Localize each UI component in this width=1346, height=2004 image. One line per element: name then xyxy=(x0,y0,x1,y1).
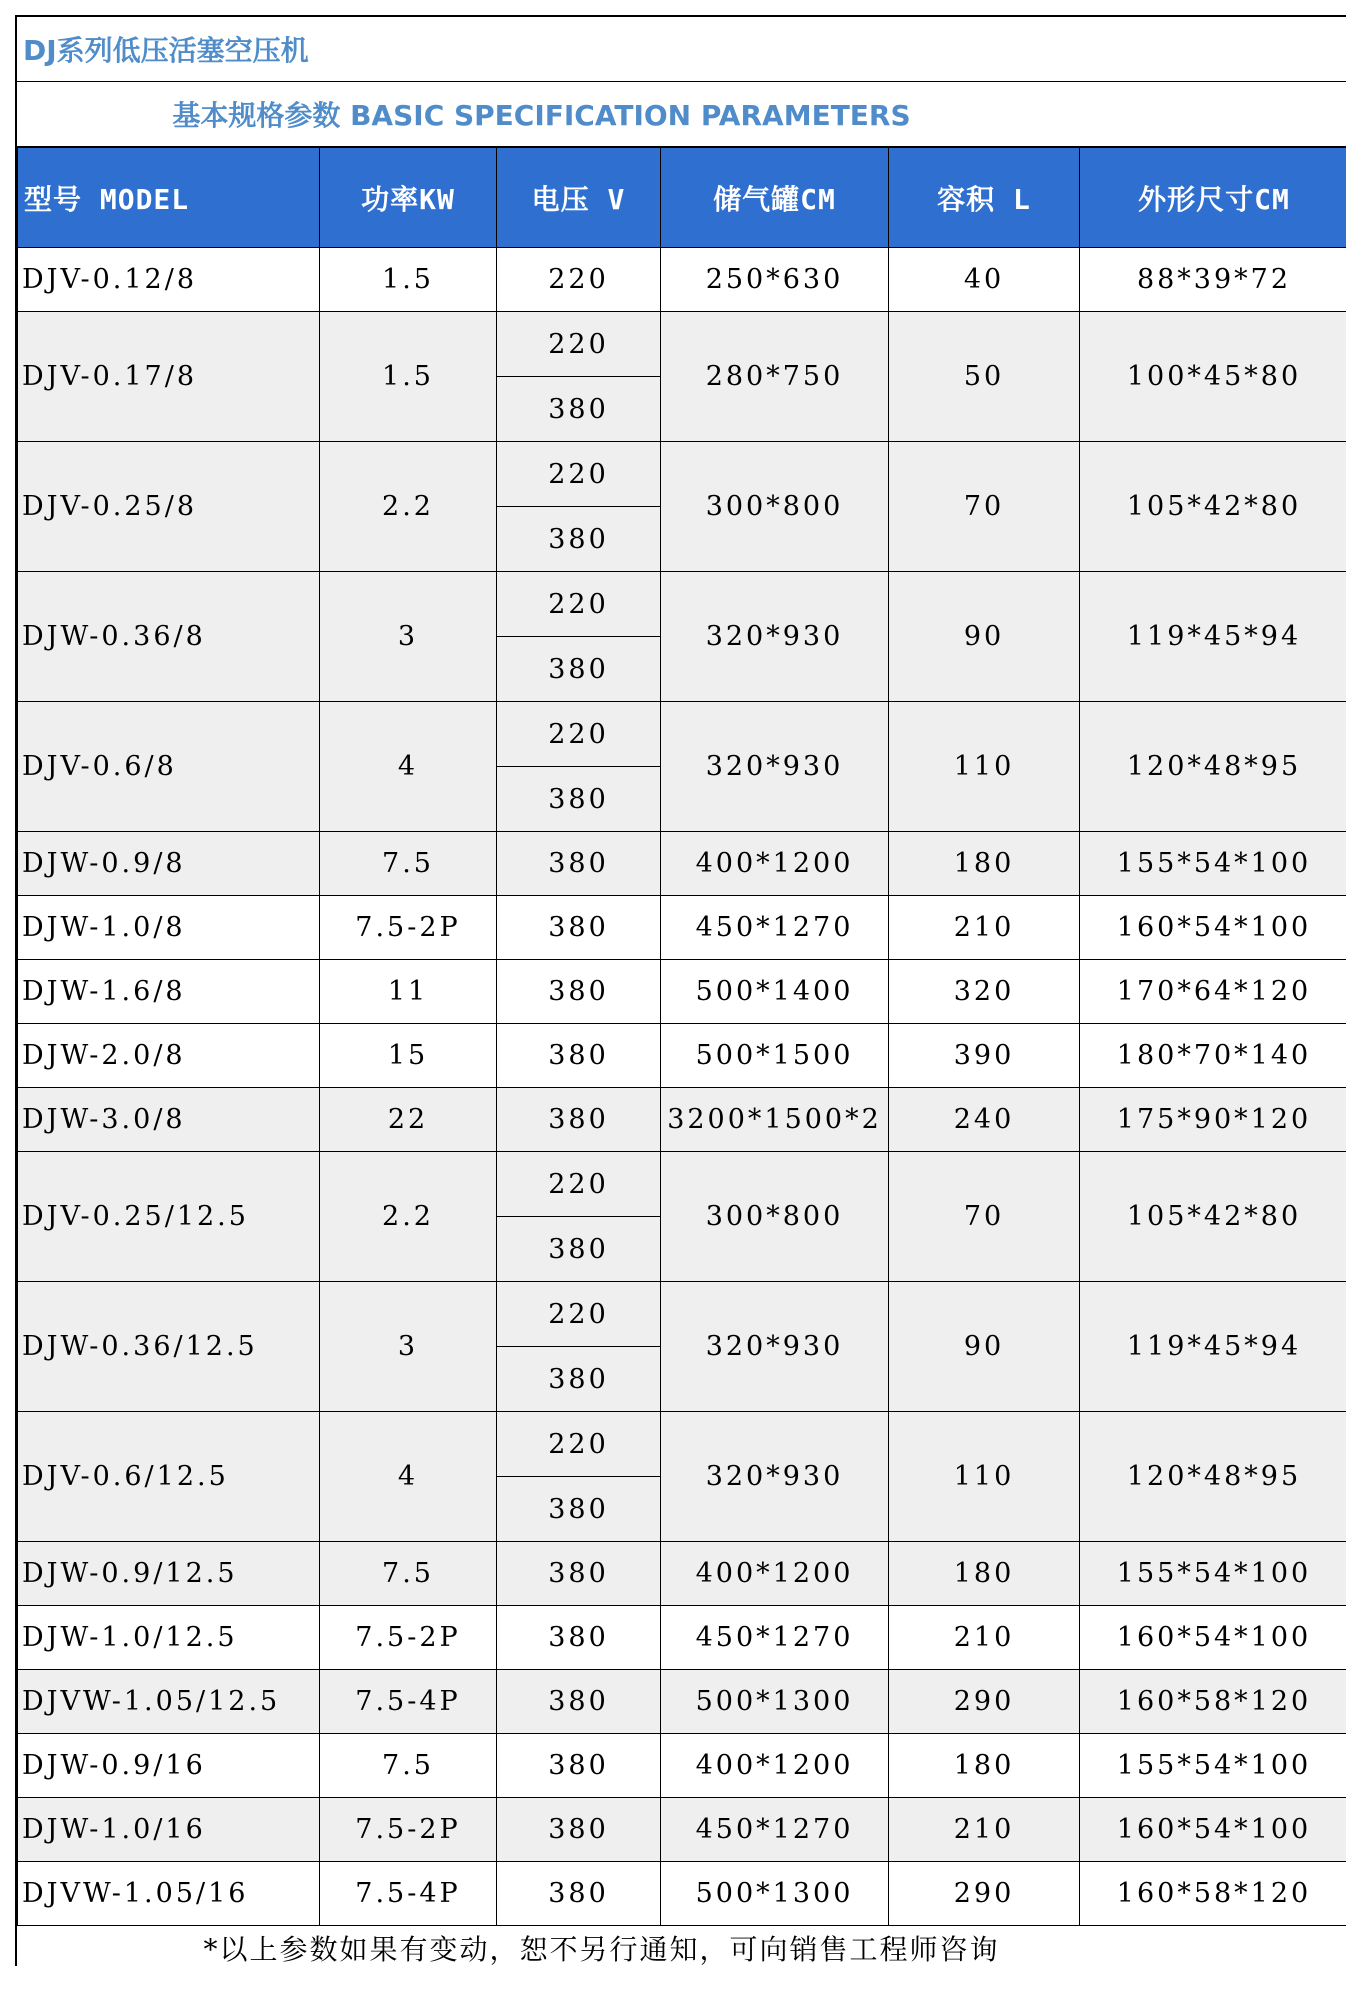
cell-dimensions: 175*90*120 xyxy=(1080,1088,1346,1152)
cell-dimensions: 88*39*72 xyxy=(1080,248,1346,312)
table-row xyxy=(18,1412,1346,1477)
cell-tank: 320*930 xyxy=(661,572,889,702)
cell-volume: 320 xyxy=(889,960,1080,1024)
cell-volume: 290 xyxy=(889,1670,1080,1734)
cell-dimensions: 100*45*80 xyxy=(1080,312,1346,442)
cell-tank: 250*630 xyxy=(661,248,889,312)
cell-power: 4 xyxy=(320,1412,497,1542)
header-power: 功率KW xyxy=(320,148,497,248)
cell-tank: 400*1200 xyxy=(661,1734,889,1798)
cell-voltage: 380 xyxy=(497,1347,661,1412)
cell-model: DJW-3.0/8 xyxy=(18,1088,320,1152)
cell-model: DJV-0.12/8 xyxy=(18,248,320,312)
cell-tank: 450*1270 xyxy=(661,1798,889,1862)
cell-tank: 280*750 xyxy=(661,312,889,442)
cell-model: DJVW-1.05/16 xyxy=(18,1862,320,1926)
cell-tank: 500*1500 xyxy=(661,1024,889,1088)
cell-voltage: 380 xyxy=(497,896,661,960)
cell-voltage: 380 xyxy=(497,507,661,572)
sheet-subtitle: 基本规格参数 BASIC SPECIFICATION PARAMETERS xyxy=(17,82,1346,147)
cell-dimensions: 105*42*80 xyxy=(1080,442,1346,572)
cell-volume: 290 xyxy=(889,1862,1080,1926)
cell-power: 3 xyxy=(320,1282,497,1412)
cell-dimensions: 120*48*95 xyxy=(1080,702,1346,832)
cell-model: DJW-2.0/8 xyxy=(18,1024,320,1088)
table-row xyxy=(18,572,1346,637)
cell-volume: 110 xyxy=(889,702,1080,832)
cell-model: DJW-1.6/8 xyxy=(18,960,320,1024)
table-row xyxy=(18,1088,1346,1152)
cell-power: 7.5 xyxy=(320,1734,497,1798)
cell-tank: 450*1270 xyxy=(661,896,889,960)
header-model: 型号 MODEL xyxy=(18,148,320,248)
cell-power: 7.5 xyxy=(320,832,497,896)
cell-dimensions: 160*54*100 xyxy=(1080,1798,1346,1862)
cell-volume: 210 xyxy=(889,1798,1080,1862)
header-volume: 容积 L xyxy=(889,148,1080,248)
cell-volume: 90 xyxy=(889,1282,1080,1412)
cell-power: 11 xyxy=(320,960,497,1024)
table-body xyxy=(18,248,1346,1926)
cell-voltage: 380 xyxy=(497,1606,661,1670)
cell-power: 1.5 xyxy=(320,248,497,312)
cell-dimensions: 160*54*100 xyxy=(1080,1606,1346,1670)
cell-tank: 450*1270 xyxy=(661,1606,889,1670)
cell-model: DJV-0.6/12.5 xyxy=(18,1412,320,1542)
cell-dimensions: 155*54*100 xyxy=(1080,832,1346,896)
table-row xyxy=(18,1670,1346,1734)
footer-note: *以上参数如果有变动，恕不另行通知，可向销售工程师咨询 xyxy=(203,1933,1000,1966)
cell-voltage: 380 xyxy=(497,1862,661,1926)
cell-voltage: 220 xyxy=(497,442,661,507)
cell-model: DJW-1.0/12.5 xyxy=(18,1606,320,1670)
table-row xyxy=(18,248,1346,312)
table-row xyxy=(18,702,1346,767)
cell-dimensions: 180*70*140 xyxy=(1080,1024,1346,1088)
cell-voltage: 220 xyxy=(497,1412,661,1477)
cell-power: 1.5 xyxy=(320,312,497,442)
table-row xyxy=(18,1024,1346,1088)
cell-power: 15 xyxy=(320,1024,497,1088)
cell-tank: 300*800 xyxy=(661,442,889,572)
cell-tank: 400*1200 xyxy=(661,1542,889,1606)
cell-volume: 90 xyxy=(889,572,1080,702)
cell-tank: 320*930 xyxy=(661,702,889,832)
cell-power: 4 xyxy=(320,702,497,832)
cell-tank: 3200*1500*2 xyxy=(661,1088,889,1152)
cell-volume: 110 xyxy=(889,1412,1080,1542)
cell-power: 7.5-2P xyxy=(320,1606,497,1670)
cell-voltage: 380 xyxy=(497,960,661,1024)
cell-volume: 210 xyxy=(889,1606,1080,1670)
cell-model: DJV-0.25/8 xyxy=(18,442,320,572)
cell-volume: 180 xyxy=(889,832,1080,896)
cell-dimensions: 155*54*100 xyxy=(1080,1734,1346,1798)
cell-power: 22 xyxy=(320,1088,497,1152)
table-row xyxy=(18,1282,1346,1347)
cell-dimensions: 160*58*120 xyxy=(1080,1862,1346,1926)
cell-volume: 240 xyxy=(889,1088,1080,1152)
cell-voltage: 380 xyxy=(497,1734,661,1798)
cell-power: 2.2 xyxy=(320,1152,497,1282)
cell-power: 7.5-2P xyxy=(320,896,497,960)
cell-model: DJW-0.36/8 xyxy=(18,572,320,702)
cell-volume: 40 xyxy=(889,248,1080,312)
cell-volume: 70 xyxy=(889,442,1080,572)
cell-dimensions: 120*48*95 xyxy=(1080,1412,1346,1542)
table-row xyxy=(18,896,1346,960)
cell-voltage: 380 xyxy=(497,1542,661,1606)
cell-tank: 500*1300 xyxy=(661,1862,889,1926)
cell-voltage: 220 xyxy=(497,1282,661,1347)
cell-tank: 500*1300 xyxy=(661,1670,889,1734)
table-row xyxy=(18,1798,1346,1862)
table-row xyxy=(18,1542,1346,1606)
cell-tank: 320*930 xyxy=(661,1412,889,1542)
table-row xyxy=(18,832,1346,896)
cell-voltage: 380 xyxy=(497,1088,661,1152)
cell-power: 7.5-2P xyxy=(320,1798,497,1862)
cell-voltage: 380 xyxy=(497,637,661,702)
cell-dimensions: 119*45*94 xyxy=(1080,572,1346,702)
cell-model: DJW-0.36/12.5 xyxy=(18,1282,320,1412)
cell-tank: 300*800 xyxy=(661,1152,889,1282)
cell-dimensions: 160*54*100 xyxy=(1080,896,1346,960)
cell-model: DJVW-1.05/12.5 xyxy=(18,1670,320,1734)
cell-voltage: 220 xyxy=(497,312,661,377)
spec-table xyxy=(17,147,1346,1926)
cell-voltage: 380 xyxy=(497,1477,661,1542)
cell-dimensions: 119*45*94 xyxy=(1080,1282,1346,1412)
cell-volume: 70 xyxy=(889,1152,1080,1282)
cell-voltage: 380 xyxy=(497,1798,661,1862)
cell-volume: 180 xyxy=(889,1734,1080,1798)
cell-model: DJW-1.0/16 xyxy=(18,1798,320,1862)
cell-voltage: 380 xyxy=(497,1670,661,1734)
header-tank: 储气罐CM xyxy=(661,148,889,248)
table-row xyxy=(18,1734,1346,1798)
cell-voltage: 380 xyxy=(497,767,661,832)
cell-voltage: 380 xyxy=(497,1024,661,1088)
cell-model: DJV-0.6/8 xyxy=(18,702,320,832)
cell-voltage: 220 xyxy=(497,1152,661,1217)
cell-model: DJV-0.17/8 xyxy=(18,312,320,442)
header-voltage: 电压 V xyxy=(497,148,661,248)
cell-voltage: 380 xyxy=(497,832,661,896)
header-row xyxy=(18,148,1346,248)
cell-dimensions: 155*54*100 xyxy=(1080,1542,1346,1606)
cell-power: 3 xyxy=(320,572,497,702)
cell-volume: 50 xyxy=(889,312,1080,442)
table-row xyxy=(18,1152,1346,1217)
table-row xyxy=(18,312,1346,377)
cell-voltage: 220 xyxy=(497,248,661,312)
table-row xyxy=(18,960,1346,1024)
cell-tank: 400*1200 xyxy=(661,832,889,896)
cell-dimensions: 105*42*80 xyxy=(1080,1152,1346,1282)
table-header xyxy=(18,148,1346,248)
sheet-title: DJ系列低压活塞空压机 xyxy=(17,17,1346,82)
cell-voltage: 220 xyxy=(497,572,661,637)
table-row xyxy=(18,442,1346,507)
cell-model: DJW-0.9/8 xyxy=(18,832,320,896)
cell-volume: 390 xyxy=(889,1024,1080,1088)
table-row xyxy=(18,1606,1346,1670)
cell-tank: 320*930 xyxy=(661,1282,889,1412)
cell-volume: 210 xyxy=(889,896,1080,960)
cell-dimensions: 170*64*120 xyxy=(1080,960,1346,1024)
header-dimensions: 外形尺寸CM xyxy=(1080,148,1346,248)
cell-power: 7.5 xyxy=(320,1542,497,1606)
cell-dimensions: 160*58*120 xyxy=(1080,1670,1346,1734)
cell-tank: 500*1400 xyxy=(661,960,889,1024)
cell-voltage: 380 xyxy=(497,377,661,442)
cell-power: 2.2 xyxy=(320,442,497,572)
cell-model: DJW-1.0/8 xyxy=(18,896,320,960)
cell-power: 7.5-4P xyxy=(320,1670,497,1734)
spec-sheet xyxy=(15,15,1346,1966)
cell-power: 7.5-4P xyxy=(320,1862,497,1926)
table-row xyxy=(18,1862,1346,1926)
cell-voltage: 220 xyxy=(497,702,661,767)
cell-voltage: 380 xyxy=(497,1217,661,1282)
cell-model: DJW-0.9/16 xyxy=(18,1734,320,1798)
cell-volume: 180 xyxy=(889,1542,1080,1606)
cell-model: DJW-0.9/12.5 xyxy=(18,1542,320,1606)
cell-model: DJV-0.25/12.5 xyxy=(18,1152,320,1282)
